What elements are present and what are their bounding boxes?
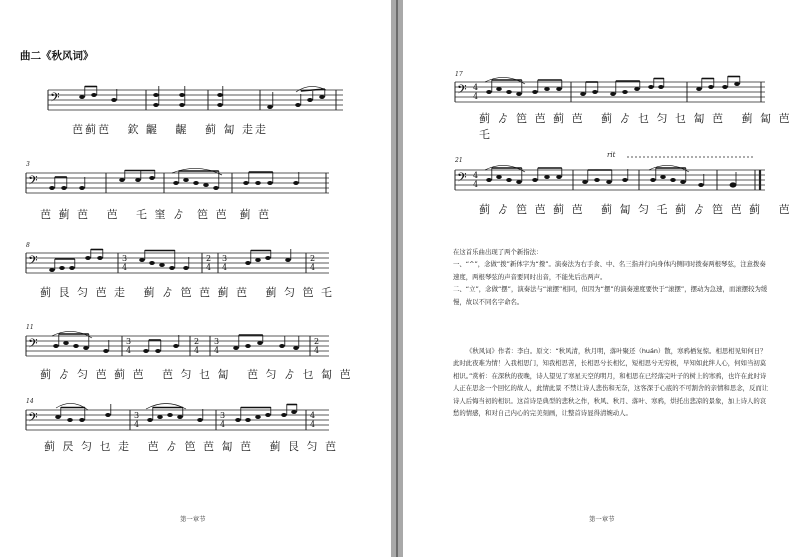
measure-number: 8 bbox=[26, 242, 30, 249]
technique-paragraph-2: 二、“立”，念做“摆”，演奏法与“滚摆”相同，但因为“摆”的演奏速度要快于“滚摆”，摆动为急速，而滚摆较为缓慢，故以不同名字命名。 bbox=[453, 285, 768, 306]
music-staff-4 bbox=[26, 332, 326, 362]
svg-text:4: 4 bbox=[134, 420, 140, 429]
svg-text:4: 4 bbox=[126, 346, 132, 355]
measure-number: 11 bbox=[26, 324, 34, 331]
music-staff-2 bbox=[26, 169, 326, 199]
bass-clef-icon: 𝄢 bbox=[457, 170, 467, 188]
lyric-group: 芭 ゟ 笆 芭 匐 芭 bbox=[147, 440, 253, 453]
svg-text:3: 3 bbox=[214, 337, 220, 346]
lyric-group: 蓟 ゟ 笆 芭 蓟 芭 bbox=[479, 203, 585, 216]
svg-text:2: 2 bbox=[194, 337, 200, 346]
lyric-group: 蓟 昃 匀 乜 走 bbox=[44, 440, 131, 453]
lyrics-line-4 bbox=[40, 366, 352, 382]
svg-text:3: 3 bbox=[126, 337, 132, 346]
page-divider bbox=[391, 0, 403, 557]
svg-text:4: 4 bbox=[473, 92, 479, 101]
bass-clef-icon: 𝄢 bbox=[28, 253, 38, 271]
lyrics-line-2 bbox=[40, 206, 271, 222]
music-staff-6 bbox=[455, 78, 765, 108]
svg-text:4: 4 bbox=[206, 263, 212, 272]
lyrics-line-5 bbox=[44, 438, 338, 454]
lyric-group: 芭 匀 ゟ 乜 匐 芭 bbox=[246, 368, 353, 381]
bass-clef-icon: 𝄢 bbox=[28, 336, 38, 354]
svg-text:4: 4 bbox=[310, 420, 316, 429]
svg-text:4: 4 bbox=[473, 171, 479, 180]
lyric-group: 欽 齷 bbox=[127, 123, 159, 136]
music-staff-5 bbox=[26, 406, 326, 436]
lyric-group: 蓟 ゟ 乜 匀 乜 匐 芭 bbox=[600, 112, 725, 125]
svg-text:3: 3 bbox=[220, 411, 226, 420]
lyric-group: 蓟 匀 笆 乇 bbox=[265, 286, 334, 299]
svg-text:4: 4 bbox=[310, 263, 316, 272]
finger-technique-notes bbox=[453, 246, 771, 308]
svg-text:3: 3 bbox=[122, 254, 128, 263]
lyrics-line-7 bbox=[479, 201, 791, 217]
left-page bbox=[0, 0, 391, 557]
lyric-group: 芭蓟芭 bbox=[72, 123, 111, 136]
svg-text:2: 2 bbox=[314, 337, 320, 346]
lyrics-line-6 bbox=[479, 110, 793, 142]
measure-number: 17 bbox=[455, 71, 463, 78]
bass-clef-icon: 𝄢 bbox=[28, 410, 38, 428]
svg-text:4: 4 bbox=[310, 411, 316, 420]
svg-text:4: 4 bbox=[473, 180, 479, 189]
lyric-group: 芭 蓟 芭 bbox=[40, 208, 90, 221]
lyric-group: 芭 匀 乜 匐 bbox=[161, 368, 231, 381]
lyric-group: 蓟 ゟ 笆 芭 蓟 芭 bbox=[479, 112, 585, 125]
svg-text:4: 4 bbox=[214, 346, 220, 355]
svg-text:3: 3 bbox=[222, 254, 228, 263]
lyric-group: 蓟 ゟ 笆 芭 蓟 芭 bbox=[143, 286, 249, 299]
lyric-group: 蓟 艮 匀 芭 bbox=[269, 440, 338, 453]
measure-number: 21 bbox=[455, 157, 463, 164]
svg-text:2: 2 bbox=[206, 254, 212, 263]
lyric-group: 乇 窐 ゟ bbox=[136, 208, 186, 221]
svg-text:4: 4 bbox=[194, 346, 200, 355]
lyric-group: 笆 芭 bbox=[197, 208, 229, 221]
technique-paragraph-1: 一、“^”，念做“拨”新体字为“撥”。演奏法为右手食、中、名三指并行向身体内侧同时拨奏两根琴弦，注意拨奏速度，两根琴弦的声音要同时出音，不能先后出两声。 bbox=[453, 260, 766, 281]
lyric-group: 齷 bbox=[175, 123, 189, 136]
svg-text:4: 4 bbox=[473, 83, 479, 92]
bass-clef-icon: 𝄢 bbox=[28, 173, 38, 191]
poem-analysis bbox=[453, 345, 771, 419]
lyric-group: 芭 bbox=[106, 208, 120, 221]
bass-clef-icon: 𝄢 bbox=[457, 82, 467, 100]
lyric-group: 蓟 芭 bbox=[239, 208, 271, 221]
music-staff-1 bbox=[48, 86, 348, 116]
measure-number: 14 bbox=[26, 398, 34, 405]
lyrics-line-3 bbox=[40, 284, 334, 300]
ritardando-mark: rit bbox=[607, 151, 616, 159]
right-page bbox=[403, 0, 793, 557]
lyric-group: 蓟 匐 芭 乇 bbox=[479, 112, 792, 141]
lyrics-line-1 bbox=[72, 121, 268, 137]
poem-paragraph: 《秋风词》作者：李白。原文：“秋风清，秋月明，落叶聚还（huán）散，寒鸦栖复惊。相思相见知何日？此时此夜难为情！入我相思门，知我相思苦，长相思兮长相忆，短相思兮无穷极，早知如此绊人心，何如当初莫相识。”赏析：在深秋的夜晚，诗人望见了寒星天空的明月，和相思在已经落完叶子的树上的寒鸦，也许在此时诗人正在思念一个回忆的故人，此情此景 不禁让诗人悲伤和无奈，这客深于心底的不可割舍的亲情和思念，反而让诗人后悔当初的相识。这首诗是典型的悲秋之作，秋风、秋月、落叶、寒鸦，烘托出悲凉的景象，加上诗人的哀愁的情感，和对自己内心的完美刻画，让整首诗显得清婉动人。 bbox=[453, 347, 769, 418]
svg-text:4: 4 bbox=[222, 263, 228, 272]
piece-title: 曲二《秋风词》 bbox=[20, 50, 94, 62]
lyric-group: 蓟 艮 匀 芭 走 bbox=[40, 286, 127, 299]
lyric-group: 蓟 ゟ 匀 芭 蓟 芭 bbox=[40, 368, 146, 381]
svg-text:3: 3 bbox=[134, 411, 140, 420]
measure-number: 3 bbox=[26, 161, 30, 168]
page-footer: 第一章节 bbox=[589, 515, 615, 523]
svg-text:4: 4 bbox=[122, 263, 128, 272]
intro-line: 在这首乐曲出现了两个新指法： bbox=[453, 248, 543, 256]
svg-text:2: 2 bbox=[310, 254, 316, 263]
svg-text:4: 4 bbox=[314, 346, 320, 355]
page-footer: 第一章节 bbox=[180, 515, 206, 523]
lyric-group: 芭 bbox=[778, 203, 792, 216]
bass-clef-icon: 𝄢 bbox=[50, 90, 60, 108]
music-staff-3 bbox=[26, 249, 326, 279]
svg-text:4: 4 bbox=[220, 420, 226, 429]
lyric-group: 蓟 匐 匀 乇 蓟 ゟ 笆 芭 蓟 bbox=[600, 203, 762, 216]
lyric-group: 蓟 匐 走走 bbox=[205, 123, 268, 136]
music-staff-7 bbox=[455, 166, 765, 196]
